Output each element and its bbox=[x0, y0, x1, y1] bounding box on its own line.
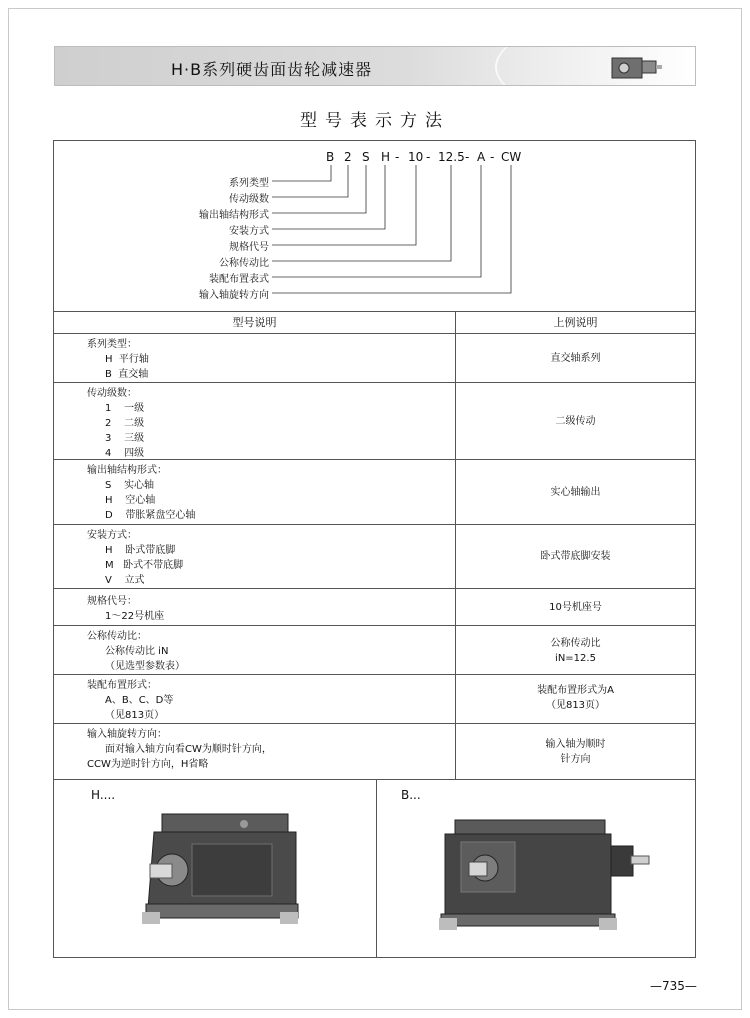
code-char: - bbox=[395, 150, 400, 164]
header-title: H·B系列硬齿面齿轮减速器 bbox=[171, 60, 373, 79]
table-row bbox=[54, 675, 695, 724]
row-item: 1 一级 bbox=[105, 403, 145, 414]
code-char: B bbox=[326, 150, 335, 164]
code-char: S bbox=[362, 150, 370, 164]
legend-label: 安装方式 bbox=[229, 226, 269, 237]
row-item: V 立式 bbox=[105, 575, 145, 586]
row-item: 4 四级 bbox=[105, 448, 145, 459]
row-item: H 空心轴 bbox=[105, 495, 156, 506]
row-title: 安装方式： bbox=[87, 530, 137, 541]
row-example: 针方向 bbox=[560, 754, 591, 765]
legend-label: 规格代号 bbox=[229, 242, 269, 253]
row-example: 直交轴系列 bbox=[550, 353, 601, 364]
row-example: （见813页） bbox=[545, 700, 606, 711]
row-item: H 卧式带底脚 bbox=[105, 545, 176, 556]
row-example: 输入轴为顺时 bbox=[545, 739, 606, 750]
photo-label-h: H.... bbox=[91, 788, 116, 802]
row-item: M 卧式不带底脚 bbox=[105, 560, 184, 571]
row-example: 装配布置形式为A bbox=[537, 685, 614, 696]
right-angle-reducer-image bbox=[435, 816, 655, 932]
row-item: A、B、C、D等 bbox=[105, 695, 174, 706]
reducer-thumbnail-icon bbox=[604, 52, 664, 82]
row-title: 输入轴旋转方向： bbox=[87, 729, 167, 740]
row-example: 二级传动 bbox=[555, 416, 596, 427]
row-item: H 平行轴 bbox=[105, 354, 149, 365]
code-char: H bbox=[381, 150, 391, 164]
model-table bbox=[53, 140, 696, 780]
legend-label: 输入轴旋转方向 bbox=[199, 290, 269, 301]
photo-label-b: B... bbox=[401, 788, 421, 802]
table-row bbox=[54, 334, 695, 383]
table-row bbox=[54, 589, 695, 626]
legend-label: 传动级数 bbox=[229, 194, 269, 205]
photo-panel-h bbox=[53, 780, 376, 958]
row-item: 1～22号机座 bbox=[105, 611, 165, 622]
page-title: 型号表示方法 bbox=[300, 111, 450, 131]
legend-label: 公称传动比 bbox=[219, 258, 269, 269]
row-title: 传动级数： bbox=[87, 388, 137, 399]
table-row bbox=[54, 383, 695, 460]
row-title: 装配布置形式： bbox=[87, 680, 157, 691]
row-item: CCW为逆时针方向，H省略 bbox=[87, 759, 209, 770]
row-title: 输出轴结构形式： bbox=[87, 465, 167, 476]
page-number: —735— bbox=[650, 979, 697, 993]
row-item: （见选型参数表） bbox=[105, 661, 185, 672]
row-item: 2 二级 bbox=[105, 418, 145, 429]
row-item: 3 三级 bbox=[105, 433, 145, 444]
code-char: 10 bbox=[408, 150, 424, 164]
row-title: 规格代号： bbox=[87, 596, 137, 607]
row-title: 公称传动比： bbox=[87, 631, 147, 642]
code-char: - bbox=[426, 150, 431, 164]
row-item: S 实心轴 bbox=[105, 480, 155, 491]
legend-label: 输出轴结构形式 bbox=[199, 210, 269, 221]
photo-panel-b bbox=[376, 780, 696, 958]
column-header-right: 上例说明 bbox=[456, 311, 695, 334]
code-char: 12.5 bbox=[438, 150, 465, 164]
header-band bbox=[54, 46, 696, 86]
code-char: - bbox=[490, 150, 495, 164]
row-item: 公称传动比 iN bbox=[105, 646, 169, 657]
table-row bbox=[54, 525, 695, 589]
model-code-diagram bbox=[54, 141, 695, 312]
row-item: B 直交轴 bbox=[105, 369, 149, 380]
row-example: 实心轴输出 bbox=[550, 487, 601, 498]
row-example: 10号机座号 bbox=[549, 602, 602, 613]
row-item: （见813页） bbox=[105, 710, 165, 721]
code-char: CW bbox=[501, 150, 522, 164]
code-char: - bbox=[465, 150, 470, 164]
code-char: A bbox=[477, 150, 486, 164]
row-item: 面对输入轴方向看CW为顺时针方向， bbox=[105, 744, 272, 755]
row-example: 卧式带底脚安装 bbox=[540, 551, 611, 562]
legend-label: 系列类型 bbox=[229, 178, 269, 189]
legend-label: 装配布置表式 bbox=[209, 274, 269, 285]
table-row bbox=[54, 626, 695, 675]
column-header-left: 型号说明 bbox=[54, 311, 455, 334]
parallel-shaft-reducer-image bbox=[132, 808, 302, 926]
row-example: 公称传动比 bbox=[550, 638, 601, 649]
row-example: iN=12.5 bbox=[555, 653, 596, 664]
row-title: 系列类型： bbox=[87, 339, 137, 350]
table-row bbox=[54, 460, 695, 525]
row-item: D 带胀紧盘空心轴 bbox=[105, 510, 196, 521]
table-row bbox=[54, 724, 695, 780]
code-char: 2 bbox=[344, 150, 352, 164]
